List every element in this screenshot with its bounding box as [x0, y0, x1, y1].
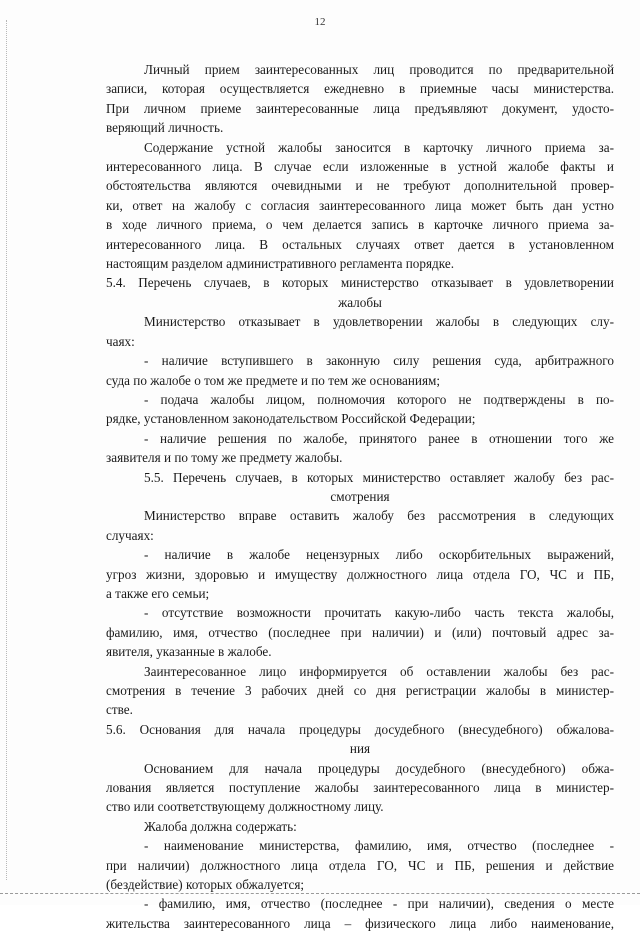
section-heading: 5.5. Перечень случаев, в которых министерство оставляет жалобу без рас- — [144, 469, 614, 485]
list-item: суда по жалобе о том же предмете и по тем же основаниям; — [106, 372, 441, 388]
section-heading: ния — [349, 741, 371, 757]
list-item: фамилию, имя, отчество (последнее при наличии) и (или) почтовый адрес за- — [106, 624, 614, 640]
list-item: жительства заинтересованного лица – физического лица либо наименование, — [106, 915, 614, 931]
text-line: стве. — [106, 702, 133, 718]
text-line: случаях: — [106, 527, 154, 543]
text-line: При личном приеме заинтересованные лица предъявляют документ, удосто- — [106, 100, 614, 116]
text-line: в ходе личного приема, о чем делается запись в карточке личного приема за- — [106, 217, 614, 233]
text-line: веряющий личность. — [106, 120, 224, 136]
list-item: - отсутствие возможности прочитать какую-либо часть текста жалобы, — [144, 605, 614, 621]
text-line: Основанием для начала процедуры досудебного (внесудебного) обжа- — [144, 760, 614, 776]
list-item: заявителя и по тому же предмету жалобы. — [106, 450, 343, 466]
document-body — [106, 60, 614, 933]
section-heading: жалобы — [338, 294, 382, 310]
text-line: смотрения в течение 3 рабочих дней со дня регистрации жалобы в министер- — [106, 683, 614, 698]
list-item: - наличие в жалобе нецензурных либо оскорбительных выражений, — [144, 547, 614, 563]
list-item: угроз жизни, здоровью и имуществу должностного лица отдела ГО, ЧС и ПБ, — [106, 566, 614, 582]
section-heading: смотрения — [330, 488, 390, 504]
text-line: интересованного лица. В случае если изложенные в устной жалобе факты и — [106, 159, 614, 175]
list-item: - фамилию, имя, отчество (последнее - при наличии), сведения о месте — [144, 896, 614, 912]
section-heading: 5.6. Основания для начала процедуры досудебного (внесудебного) обжалова- — [106, 721, 614, 737]
text-line: записи, которая осуществляется ежедневно в приемные часы министерства. — [106, 81, 614, 97]
scan-left-edge — [6, 20, 7, 880]
page-number: 12 — [314, 16, 326, 28]
text-line: чаях: — [106, 333, 135, 349]
list-item: - наличие вступившего в законную силу решения суда, арбитражного — [144, 353, 614, 369]
text-line: Жалоба должна содержать: — [144, 818, 297, 834]
text-line: настоящим разделом административного регламента порядке. — [106, 256, 454, 272]
list-item: - наименование министерства, фамилию, имя, отчество (последнее - — [144, 838, 614, 854]
list-item: а также его семьи; — [106, 585, 210, 601]
text-line: ки, ответ на жалобу с согласия заинтересованного лица может быть дан устно — [106, 197, 614, 213]
text-line: Министерство вправе оставить жалобу без рассмотрения в следующих — [144, 508, 614, 524]
text-line: обстоятельства являются очевидными и не требуют дополнительной провер- — [106, 178, 614, 194]
text-line: интересованного лица. В остальных случаях ответ дается в установленном — [106, 236, 614, 252]
list-item: (бездействие) которых обжалуется; — [106, 877, 305, 893]
section-heading: 5.4. Перечень случаев, в которых министерство отказывает в удовлетворении — [106, 275, 614, 291]
list-item: - наличие решения по жалобе, принятого ранее в отношении того же — [144, 430, 614, 446]
list-item: - подача жалобы лицом, полномочия которого не подтверждены в по- — [144, 391, 614, 407]
text-line: Министерство отказывает в удовлетворении жалобы в следующих слу- — [144, 314, 614, 330]
list-item: рядке, установленном законодательством Российской Федерации; — [106, 411, 476, 427]
text-line: Заинтересованное лицо информируется об оставлении жалобы без рас- — [144, 663, 614, 679]
text-line: Содержание устной жалобы заносится в карточку личного приема за- — [144, 139, 614, 155]
list-item: явителя, указанные в жалобе. — [106, 644, 272, 660]
list-item: при наличии) должностного лица отдела ГО, ЧС и ПБ, решения и действие — [106, 857, 614, 873]
text-line: Личный прием заинтересованных лиц проводится по предварительной — [144, 62, 614, 77]
text-line: ство или соответствующему должностному лицу. — [106, 799, 384, 815]
text-line: лования является поступление жалобы заинтересованного лица в министер- — [106, 780, 614, 796]
